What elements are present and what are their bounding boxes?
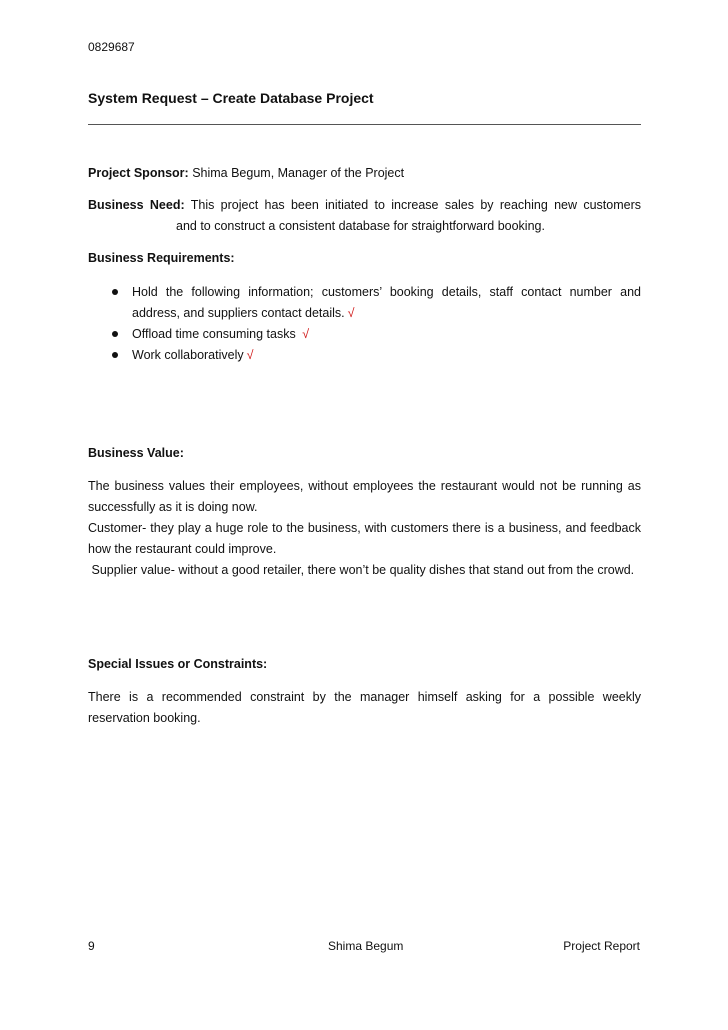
sponsor-label: Project Sponsor: — [88, 166, 189, 180]
list-item — [88, 324, 641, 345]
list-item — [88, 282, 641, 324]
title-divider — [88, 124, 641, 125]
bullet-icon — [112, 289, 118, 295]
business-need-label: Business Need: — [88, 198, 185, 212]
value-body — [88, 476, 641, 581]
requirements-list — [88, 282, 641, 366]
footer-author: Shima Begum — [328, 939, 404, 953]
checkmark-icon: √ — [347, 306, 355, 320]
value-paragraph: Supplier value- without a good retailer, there won’t be quality dishes that stand out from the crowd. — [88, 563, 635, 577]
sponsor-line — [88, 163, 641, 184]
business-need-line1: This project has been initiated to increase sales by reaching new customers — [184, 198, 642, 212]
footer-page-number: 9 — [88, 939, 95, 953]
constraints-text: There is a recommended constraint by the manager himself asking for a possible weekly reservation booking. — [88, 690, 641, 725]
requirement-text: Offload time consuming tasks — [132, 327, 300, 341]
footer-doc-title: Project Report — [563, 939, 640, 953]
value-heading: Business Value: — [88, 446, 184, 460]
checkmark-icon: √ — [246, 348, 254, 362]
requirements-heading: Business Requirements: — [88, 251, 235, 265]
constraints-heading: Special Issues or Constraints: — [88, 657, 268, 671]
requirement-text: Work collaboratively — [132, 348, 244, 362]
constraints-body — [88, 687, 641, 729]
value-paragraph: Customer- they play a huge role to the business, with customers there is a business, and feedback how the restaurant could improve. — [88, 521, 641, 556]
business-need-line2: and to construct a consistent database for straightforward booking. — [176, 219, 545, 233]
value-paragraph: The business values their employees, without employees the restaurant would not be running as successfully as it is doing now. — [88, 479, 641, 514]
page-title: System Request – Create Database Project — [88, 90, 374, 106]
sponsor-value: Shima Begum, Manager of the Project — [188, 166, 405, 180]
requirement-text: Hold the following information; customers’ booking details, staff contact number and address, and suppliers contact details. — [132, 285, 641, 320]
bullet-icon — [112, 352, 118, 358]
business-need — [88, 195, 641, 237]
list-item — [88, 345, 641, 366]
bullet-icon — [112, 331, 118, 337]
header-doc-id: 0829687 — [88, 40, 135, 54]
checkmark-icon: √ — [302, 327, 310, 341]
